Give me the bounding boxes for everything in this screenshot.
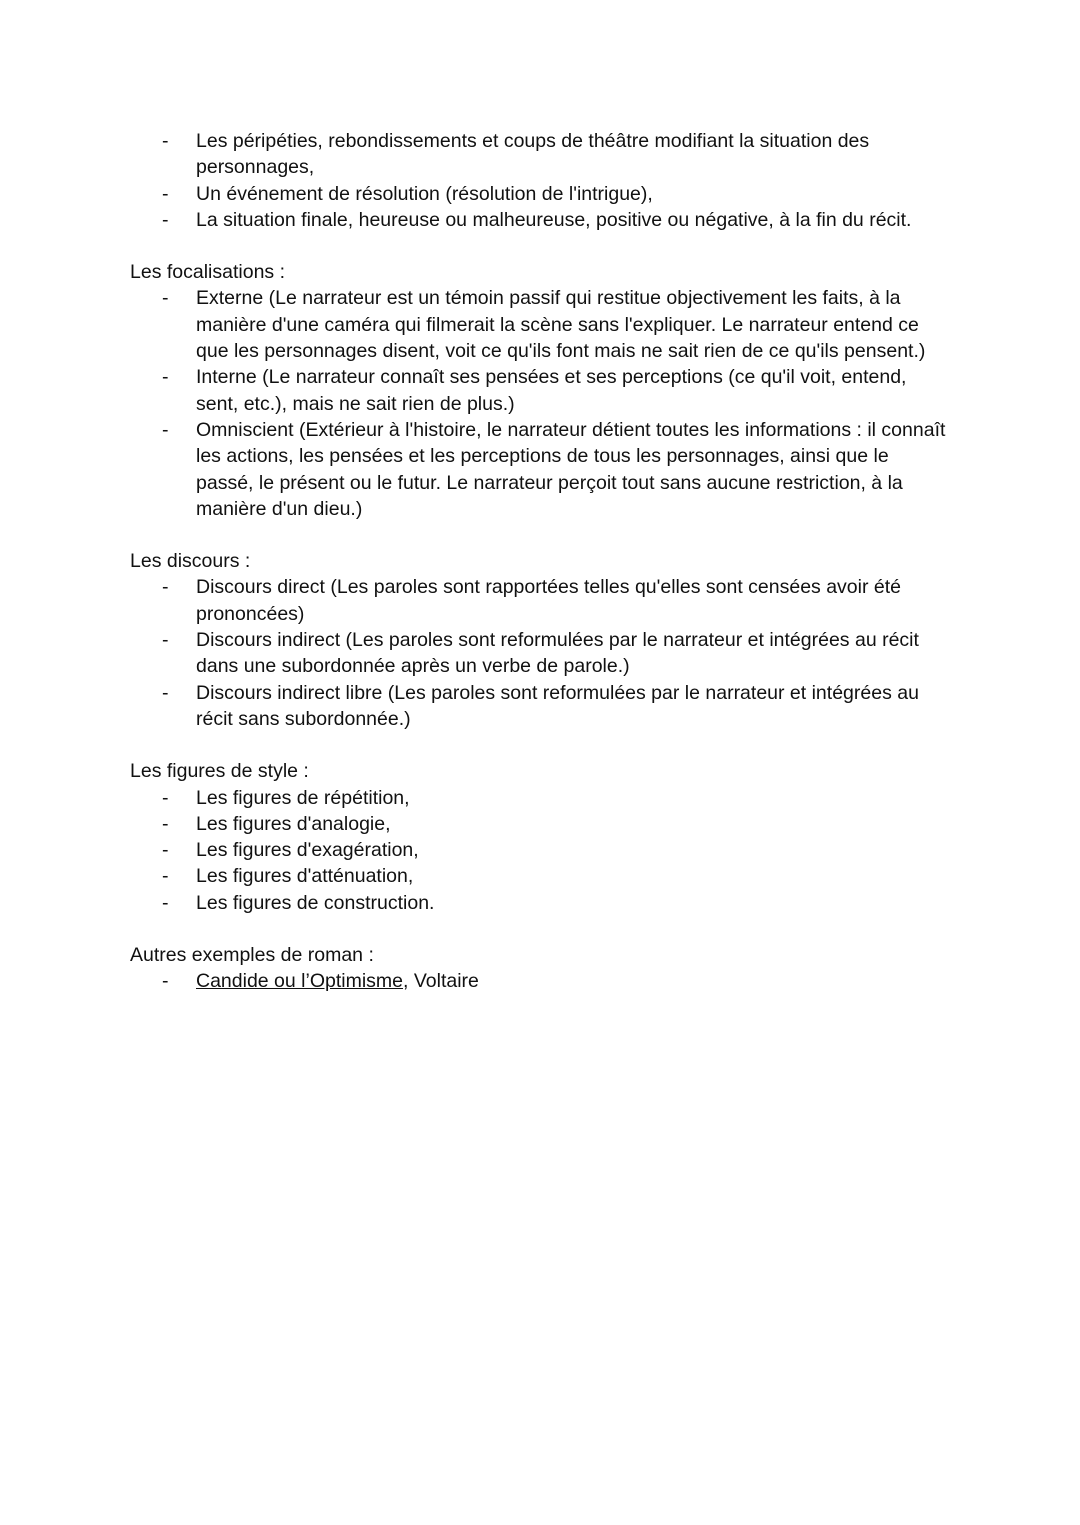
list-item-text: Omniscient (Extérieur à l'histoire, le narrateur détient toutes les informations : il connaît les actions, les pensées et les perceptions de tous les personnages, ainsi que le passé, le présent ou le futur. Le narrateur perçoit tout sans aucune restriction, à la manière d'un dieu.) (196, 418, 946, 520)
bullet-dash: - (162, 629, 169, 652)
list-item (0, 890, 1080, 916)
list-item-text: Interne (Le narrateur connaît ses pensées et ses perceptions (ce qu'il voit, entend, sent, etc.), mais ne sait rien de plus.) (196, 366, 907, 415)
section-autres-exemples (0, 942, 1080, 995)
list-item (0, 968, 1080, 994)
list-item-text: Les figures de répétition, (196, 786, 410, 809)
section-heading: Les discours : (130, 550, 251, 573)
bullet-dash: - (162, 891, 169, 914)
discours-list (0, 574, 1080, 732)
bullet-dash: - (162, 786, 169, 809)
list-item-text: La situation finale, heureuse ou malheureuse, positive ou négative, à la fin du récit. (196, 208, 912, 231)
list-item (0, 417, 1080, 522)
list-item-text: Les péripéties, rebondissements et coups de théâtre modifiant la situation des personnages, (196, 130, 870, 179)
section-heading: Les focalisations : (130, 261, 286, 284)
list-item-text: Les figures d'atténuation, (196, 865, 414, 888)
list-item-text: Les figures d'analogie, (196, 812, 391, 835)
bullet-dash: - (162, 681, 169, 704)
bullet-dash: - (162, 865, 169, 888)
bullet-dash: - (162, 418, 169, 441)
list-item-text: Un événement de résolution (résolution de l'intrigue), (196, 182, 653, 205)
section-heading: Les figures de style : (130, 760, 309, 783)
section-figures-de-style (0, 758, 1080, 916)
list-item (0, 863, 1080, 889)
list-item (0, 574, 1080, 627)
list-item (0, 680, 1080, 733)
list-item (0, 181, 1080, 207)
list-item (0, 364, 1080, 417)
list-item (0, 285, 1080, 364)
book-author: , Voltaire (403, 970, 479, 993)
focalisations-list (0, 285, 1080, 522)
list-item-text: Les figures d'exagération, (196, 839, 419, 862)
figures-list (0, 785, 1080, 916)
bullet-dash: - (162, 182, 169, 205)
bullet-dash: - (162, 287, 169, 310)
document-page (0, 128, 1080, 995)
section-heading: Autres exemples de roman : (130, 944, 374, 967)
bullet-dash: - (162, 366, 169, 389)
bullet-dash: - (162, 812, 169, 835)
list-item-text: Les figures de construction. (196, 891, 435, 914)
list-item-text: Discours indirect libre (Les paroles sont reformulées par le narrateur et intégrées au récit sans subordonnée.) (196, 681, 919, 730)
list-item (0, 811, 1080, 837)
list-item (0, 837, 1080, 863)
list-item-text: Discours indirect (Les paroles sont reformulées par le narrateur et intégrées au récit dans une subordonnée après un verbe de parole.) (196, 629, 919, 678)
list-item (0, 785, 1080, 811)
list-item (0, 207, 1080, 233)
bullet-dash: - (162, 208, 169, 231)
list-item (0, 627, 1080, 680)
bullet-dash: - (162, 130, 169, 152)
book-title-underlined: Candide ou l’Optimisme (196, 970, 404, 993)
section-discours (0, 548, 1080, 732)
bullet-dash: - (162, 839, 169, 862)
exemples-list (0, 968, 1080, 994)
list-item (0, 128, 1080, 181)
plot-structure-list (0, 128, 1080, 233)
list-item-text: Discours direct (Les paroles sont rapportées telles qu'elles sont censées avoir été prononcées) (196, 576, 901, 625)
bullet-dash: - (162, 970, 169, 993)
bullet-dash: - (162, 576, 169, 599)
section-focalisations (0, 259, 1080, 522)
list-item-text: Externe (Le narrateur est un témoin passif qui restitue objectivement les faits, à la manière d'une caméra qui filmerait la scène sans l'expliquer. Le narrateur entend ce que les personnages disent, voit ce qu'ils font mais ne sait rien de ce qu'ils pensent.) (196, 287, 926, 363)
